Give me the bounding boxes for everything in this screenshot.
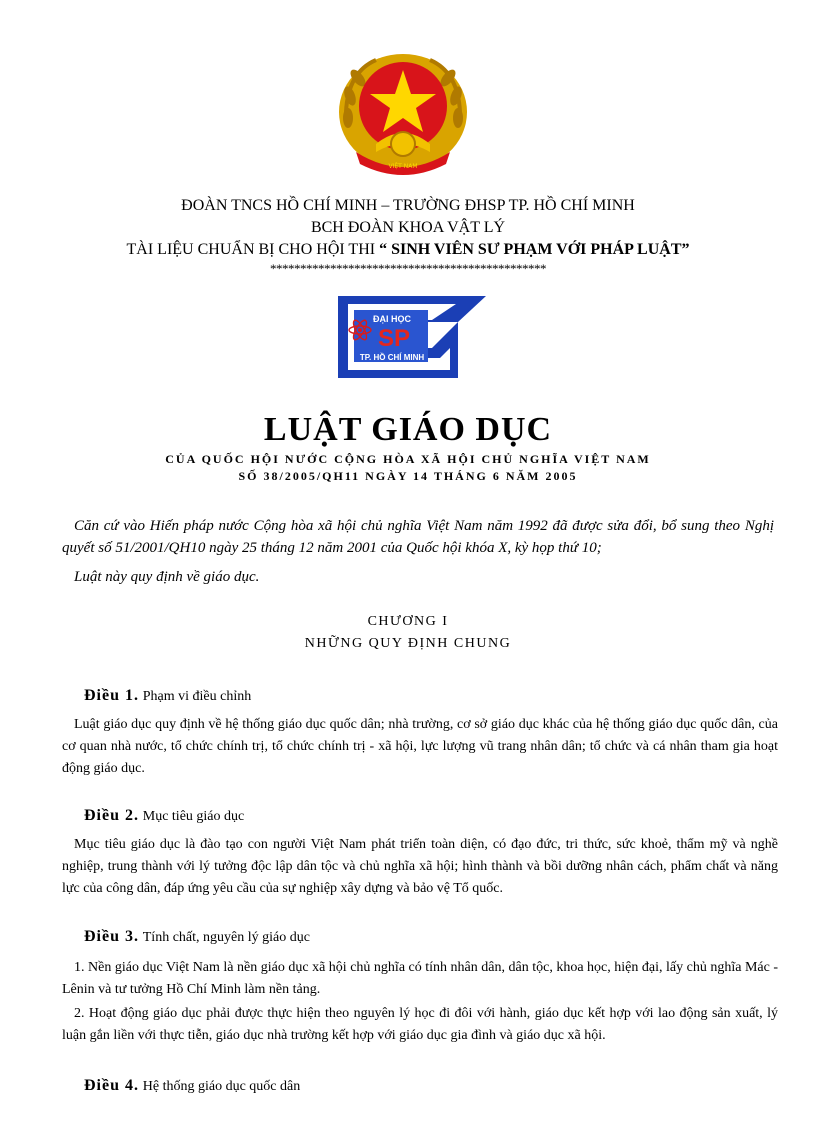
contest-name: “ SINH VIÊN SƯ PHẠM VỚI PHÁP LUẬT” [379,241,690,258]
document-subtitle-1: CỦA QUỐC HỘI NƯỚC CỘNG HÒA XÃ HỘI CHỦ NGHĨA VIỆT NAM [165,452,651,466]
article-3-heading [84,928,310,946]
chapter-number: CHƯƠNG I [367,614,449,629]
article-1-heading [84,687,251,705]
article-2-heading [84,807,244,825]
national-emblem [336,52,470,178]
article-title: Phạm vi điều chỉnh [142,689,252,704]
logo-main-text: SP [377,325,411,352]
org-line-3-prefix: TÀI LIỆU CHUẨN BỊ CHO HỘI THI [126,241,380,258]
article-title: Tính chất, nguyên lý giáo dục [142,930,310,945]
logo-top-text: ĐẠI HỌC [373,314,411,324]
article-title: Hệ thống giáo dục quốc dân [142,1079,301,1094]
preamble-scope: Luật này quy định về giáo dục. [74,569,260,585]
article-4-heading [84,1077,300,1095]
university-logo [332,292,486,378]
article-number: Điều 4. [84,1077,139,1094]
org-line-2: BCH ĐOÀN KHOA VẬT LÝ [310,219,506,236]
logo-bottom-text: TP. HỒ CHÍ MINH [359,353,425,362]
article-number: Điều 2. [84,807,139,824]
article-number: Điều 1. [84,687,139,704]
emblem-ribbon-text: VIỆT NAM [388,163,418,170]
article-title: Mục tiêu giáo dục [142,809,245,824]
org-line-3 [0,241,816,259]
article-2-paragraph: Mục tiêu giáo dục là đào tạo con người Việt Nam phát triển toàn diện, có đạo đức, tri thức, sức khoẻ, thẩm mỹ và nghề nghiệp, trung thành với lý tưởng độc lập dân tộc và chủ nghĩa xã hội; hình thành và bồi dưỡng nhân cách, phẩm chất và năng lực của công dân, đáp ứng yêu cầu của sự nghiệp xây dựng và bảo vệ Tổ quốc. [62,837,778,896]
article-3-paragraph-2: 2. Hoạt động giáo dục phải được thực hiện theo nguyên lý học đi đôi với hành, giáo dục kết hợp với lao động sản xuất, lý luận gắn liền với thực tiễn, giáo dục nhà trường kết hợp với giáo dục gia đình và giáo dục xã hội. [62,1006,778,1043]
org-line-1: ĐOÀN TNCS HỒ CHÍ MINH – TRƯỜNG ĐHSP TP. HỒ CHÍ MINH [181,197,635,214]
preamble-basis: Căn cứ vào Hiến pháp nước Cộng hòa xã hội chủ nghĩa Việt Nam năm 1992 đã được sửa đổi, bổ sung theo Nghị quyết số 51/2001/QH10 ngày 25 tháng 12 năm 2001 của Quốc hội khóa X, kỳ họp thứ 10; [62,518,774,556]
stars-divider: ********************************************** [270,261,546,276]
chapter-title: NHỮNG QUY ĐỊNH CHUNG [304,636,512,651]
document-title: LUẬT GIÁO DỤC [263,411,553,448]
article-1-paragraph: Luật giáo dục quy định về hệ thống giáo dục quốc dân; nhà trường, cơ sở giáo dục khác của hệ thống giáo dục quốc dân, của cơ quan nhà nước, tổ chức chính trị, tổ chức chính trị - xã hội, lực lượng vũ trang nhân dân; tổ chức và cá nhân tham gia hoạt động giáo dục. [62,717,778,776]
article-number: Điều 3. [84,928,139,945]
article-3-paragraph-1: 1. Nền giáo dục Việt Nam là nền giáo dục xã hội chủ nghĩa có tính nhân dân, dân tộc, khoa học, hiện đại, lấy chủ nghĩa Mác - Lênin và tư tưởng Hồ Chí Minh làm nền tảng. [62,960,778,997]
document-subtitle-2: SỐ 38/2005/QH11 NGÀY 14 THÁNG 6 NĂM 2005 [238,469,578,483]
